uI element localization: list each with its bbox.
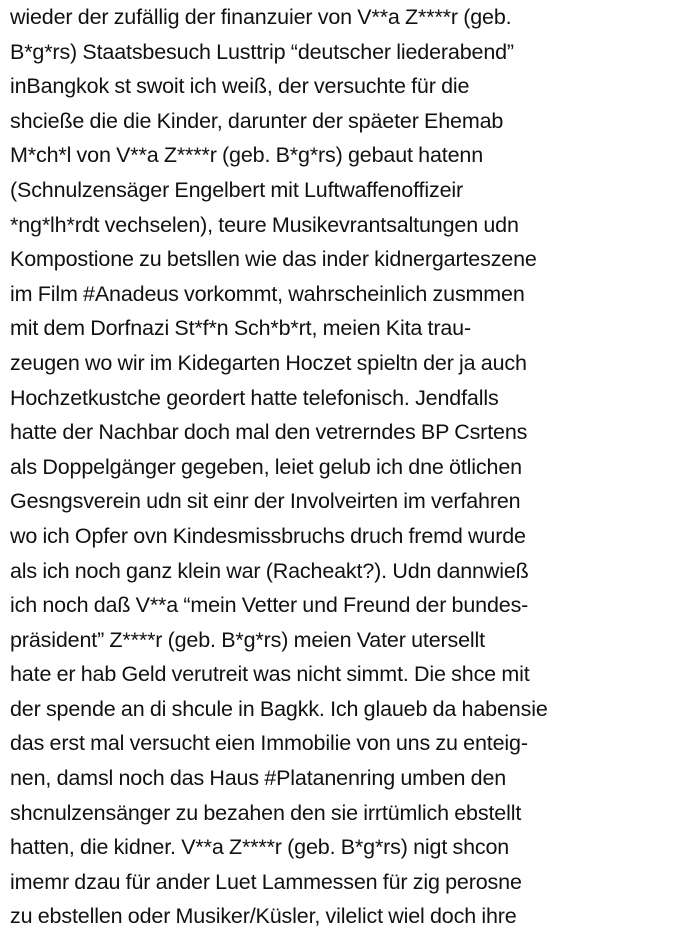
text-line: mit dem Dorfnazi St*f*n Sch*b*rt, meien Kita trau-	[10, 316, 471, 341]
text-line: hatten, die kidner. V**a Z****r (geb. B*g*rs) nigt shcon	[10, 835, 510, 860]
text-line: Kompostione zu betsllen wie das inder kidnergarteszene	[10, 247, 537, 272]
text-line: (Schnulzensäger Engelbert mit Luftwaffenoffizeir	[10, 177, 464, 202]
text-line: ich noch daß V**a “mein Vetter und Freund der bundes-	[10, 593, 529, 618]
text-line: der spende an di shcule in Bagkk. Ich glaueb da habensie	[10, 696, 548, 721]
text-line: präsident” Z****r (geb. B*g*rs) meien Vater utersellt	[10, 627, 485, 652]
text-line: zu ebstellen oder Musiker/Küsler, vilelict wiel doch ihre	[10, 904, 517, 929]
text-line: als Doppelgänger gegeben, leiet gelub ich dne ötlichen	[10, 454, 522, 479]
text-line: hatte der Nachbar doch mal den vetrerndes BP Csrtens	[10, 420, 528, 445]
text-line: zeugen wo wir im Kidegarten Hoczet spieltn der ja auch	[10, 350, 527, 375]
text-line: shcieße die die Kinder, darunter der späeter Ehemab	[10, 108, 504, 133]
text-line: Hochzetkustche geordert hatte telefonisch. Jendfalls	[10, 385, 499, 410]
text-line: hate er hab Geld verutreit was nicht simmt. Die shce mit	[10, 662, 530, 687]
text-line: das erst mal versucht eien Immobilie von uns zu enteig-	[10, 731, 528, 756]
body-text	[10, 0, 680, 934]
text-line: imemr dzau für ander Luet Lammessen für zig perosne	[10, 869, 522, 894]
text-line: Gesngsverein udn sit einr der Involveirten im verfahren	[10, 489, 521, 514]
text-line: wieder der zufällig der finanzuier von V**a Z****r (geb.	[10, 5, 512, 29]
text-line: shcnulzensänger zu bezahen den sie irrtümlich ebstellt	[10, 800, 522, 825]
text-line: im Film #Anadeus vorkommt, wahrscheinlich zusmmen	[10, 281, 525, 306]
text-line: *ng*lh*rdt vechselen), teure Musikevrantsaltungen udn	[10, 212, 519, 237]
text-line: als ich noch ganz klein war (Racheakt?). Udn dannwieß	[10, 558, 529, 583]
text-line: nen, damsl noch das Haus #Platanenring umben den	[10, 766, 507, 791]
text-line: B*g*rs) Staatsbesuch Lusttrip “deutscher liederabend”	[10, 39, 514, 64]
text-line: inBangkok st swoit ich weiß, der versuchte für die	[10, 74, 470, 99]
text-line: M*ch*l von V**a Z****r (geb. B*g*rs) gebaut hatenn	[10, 143, 484, 168]
text-line: wo ich Opfer ovn Kindesmissbruchs druch fremd wurde	[10, 523, 526, 548]
